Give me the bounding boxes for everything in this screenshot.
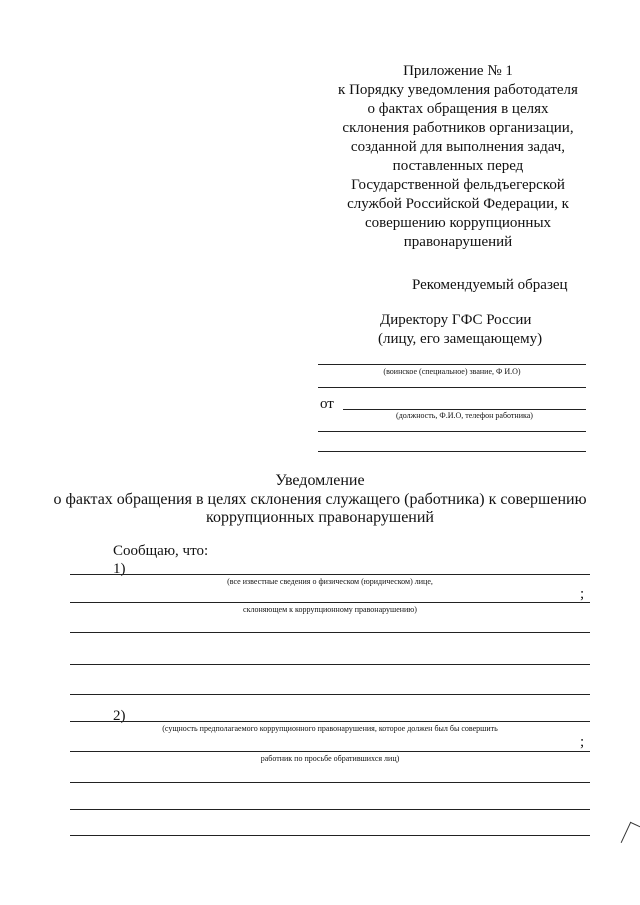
appendix-line: о фактах обращения в целях bbox=[367, 101, 549, 117]
item1-line-1 bbox=[70, 574, 590, 575]
position-hint: (должность, Ф.И.О, телефон работника) bbox=[396, 411, 533, 420]
appendix-block bbox=[318, 62, 598, 252]
appendix-line: совершению коррупционных bbox=[364, 215, 552, 231]
intro-text: Сообщаю, что: bbox=[113, 543, 209, 559]
item1-hint-2: склоняющем к коррупционному правонарушению) bbox=[243, 605, 417, 614]
item2-hint-2: работник по просьбе обратившихся лиц) bbox=[260, 754, 400, 763]
item2-semicolon: ; bbox=[580, 734, 585, 750]
item2-line-2 bbox=[70, 751, 590, 752]
item2-line-3 bbox=[70, 782, 590, 783]
appendix-line: поставленных перед bbox=[392, 158, 524, 174]
item1-line-2 bbox=[70, 602, 590, 603]
item2-line-5 bbox=[70, 835, 590, 836]
addressee-rank-line bbox=[318, 364, 586, 365]
notice-title: Уведомление bbox=[275, 472, 365, 489]
appendix-line: службой Российской Федерации, к bbox=[347, 196, 569, 212]
from-label: от bbox=[320, 396, 334, 412]
notice-subtitle-2: коррупционных правонарушений bbox=[206, 509, 434, 526]
addressee-line-2 bbox=[318, 387, 586, 388]
appendix-line: Государственной фельдъегерской bbox=[351, 177, 565, 193]
addressee-line1: Директору ГФС России bbox=[380, 312, 532, 328]
item1-line-3 bbox=[70, 632, 590, 633]
addressee-line-5 bbox=[318, 451, 586, 452]
rank-hint: (воинское (специальное) звание, Ф И.О) bbox=[383, 367, 521, 376]
item2-number: 2) bbox=[113, 708, 126, 724]
sample-label: Рекомендуемый образец bbox=[412, 277, 568, 293]
from-line bbox=[343, 409, 586, 410]
item2-hint-1: (сущность предполагаемого коррупционного правонарушения, которое должен был бы совершить bbox=[162, 724, 498, 733]
item1-hint-1: (все известные сведения о физическом (юридическом) лице, bbox=[227, 577, 433, 586]
appendix-line: склонения работников организации, bbox=[342, 120, 574, 136]
item1-line-4 bbox=[70, 664, 590, 665]
appendix-line: к Порядку уведомления работодателя bbox=[338, 82, 578, 98]
item1-semicolon: ; bbox=[580, 586, 585, 602]
addressee-line-4 bbox=[318, 431, 586, 432]
appendix-line: Приложение № 1 bbox=[403, 63, 513, 79]
item1-line-5 bbox=[70, 694, 590, 695]
appendix-line: созданной для выполнения задач, bbox=[350, 139, 566, 155]
item2-line-4 bbox=[70, 809, 590, 810]
item1-number: 1) bbox=[113, 561, 126, 577]
scan-edge-mark bbox=[621, 822, 640, 847]
addressee-line2: (лицу, его замещающему) bbox=[378, 331, 543, 347]
item2-line-1 bbox=[70, 721, 590, 722]
appendix-line: правонарушений bbox=[403, 234, 513, 250]
notice-subtitle-1: о фактах обращения в целях склонения служащего (работника) к совершению bbox=[53, 491, 587, 508]
